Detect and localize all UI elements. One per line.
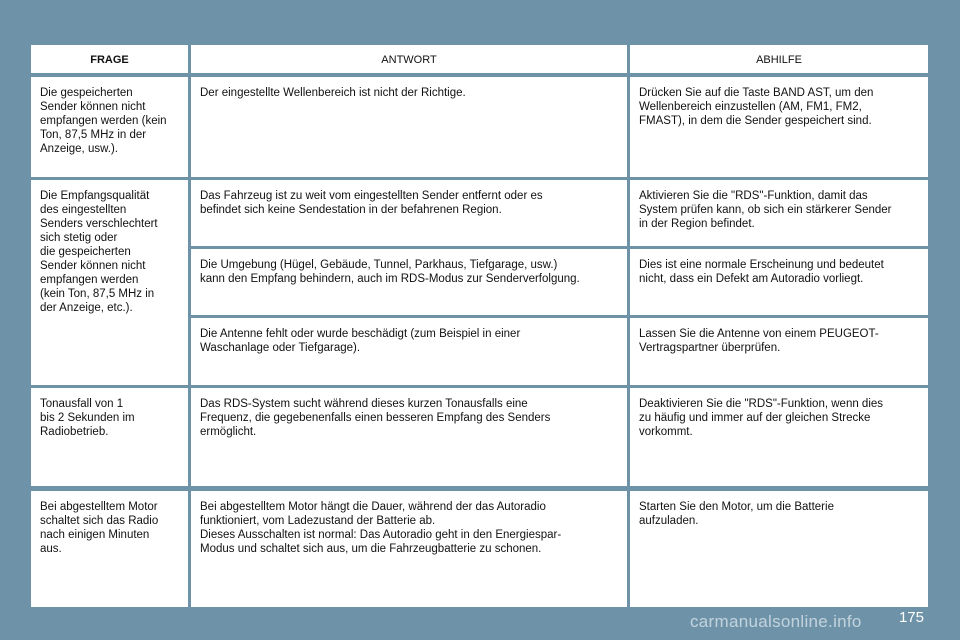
antwort-text: Das RDS-System sucht während dieses kurzen Tonausfalls eine Frequenz, die gegebenenfalls einen besseren Empfang des Senders ermöglicht. (200, 398, 551, 438)
frage-text: Tonausfall von 1 bis 2 Sekunden im Radiobetrieb. (40, 398, 135, 438)
abhilfe-cell (630, 77, 928, 177)
abhilfe-text: Aktivieren Sie die "RDS"-Funktion, damit das System prüfen kann, ob sich ein stärkerer Sender in der Region befindet. (639, 190, 892, 230)
abhilfe-cell (630, 318, 928, 385)
antwort-cell (191, 249, 627, 315)
frage-cell (31, 388, 188, 486)
abhilfe-text: Dies ist eine normale Erscheinung und bedeutet nicht, dass ein Defekt am Autoradio vorliegt. (639, 259, 884, 285)
header-abhilfe (630, 45, 928, 73)
frage-cell (31, 491, 188, 607)
header-frage (31, 45, 188, 73)
frage-text: Bei abgestelltem Motor schaltet sich das Radio nach einigen Minuten aus. (40, 501, 159, 555)
antwort-text: Bei abgestelltem Motor hängt die Dauer, während der das Autoradio funktioniert, vom Ladezustand der Batterie ab. Dieses Ausschalten ist normal: Das Autoradio geht in den Energiespar- Modus und schaltet sich aus, um die Fahrzeugbatterie zu schonen. (200, 501, 562, 555)
frage-cell (31, 77, 188, 177)
antwort-text: Das Fahrzeug ist zu weit vom eingestellten Sender entfernt oder es befindet sich keine Sendestation in der befahrenen Region. (200, 190, 543, 216)
antwort-text: Die Antenne fehlt oder wurde beschädigt (zum Beispiel in einer Waschanlage oder Tiefgarage). (200, 328, 521, 354)
antwort-cell (191, 491, 627, 607)
antwort-text: Der eingestellte Wellenbereich ist nicht der Richtige. (200, 87, 466, 99)
frage-text: Die Empfangsqualität des eingestellten Senders verschlechtert sich stetig oder die gespeicherten Sender können nicht empfangen werden (kein Ton, 87,5 MHz in der Anzeige, etc.). (40, 190, 158, 314)
page-number: 175 (898, 609, 924, 626)
frage-text: Die gespeicherten Sender können nicht empfangen werden (kein Ton, 87,5 MHz in der Anzeige, usw.). (40, 87, 167, 155)
abhilfe-text: Starten Sie den Motor, um die Batterie aufzuladen. (639, 501, 834, 527)
antwort-cell (191, 318, 627, 385)
header-abhilfe-label: ABHILFE (756, 54, 802, 66)
header-antwort-label: ANTWORT (381, 54, 437, 66)
antwort-cell (191, 77, 627, 177)
antwort-cell (191, 180, 627, 246)
abhilfe-cell (630, 491, 928, 607)
header-frage-label: FRAGE (90, 54, 129, 66)
abhilfe-text: Drücken Sie auf die Taste BAND AST, um den Wellenbereich einzustellen (AM, FM1, FM2, FMAST), in dem die Sender gespeichert sind. (639, 87, 874, 127)
header-antwort (191, 45, 627, 73)
abhilfe-text: Lassen Sie die Antenne von einem PEUGEOT- Vertragspartner überprüfen. (639, 328, 879, 354)
frage-cell (31, 180, 188, 385)
abhilfe-text: Deaktivieren Sie die "RDS"-Funktion, wenn dies zu häufig und immer auf der gleichen Strecke vorkommt. (639, 398, 884, 438)
abhilfe-cell (630, 249, 928, 315)
watermark: carmanualsonline.info (690, 612, 862, 631)
antwort-cell (191, 388, 627, 486)
abhilfe-cell (630, 180, 928, 246)
abhilfe-cell (630, 388, 928, 486)
antwort-text: Die Umgebung (Hügel, Gebäude, Tunnel, Parkhaus, Tiefgarage, usw.) kann den Empfang behindern, auch im RDS-Modus zur Senderverfolgung. (200, 259, 580, 285)
